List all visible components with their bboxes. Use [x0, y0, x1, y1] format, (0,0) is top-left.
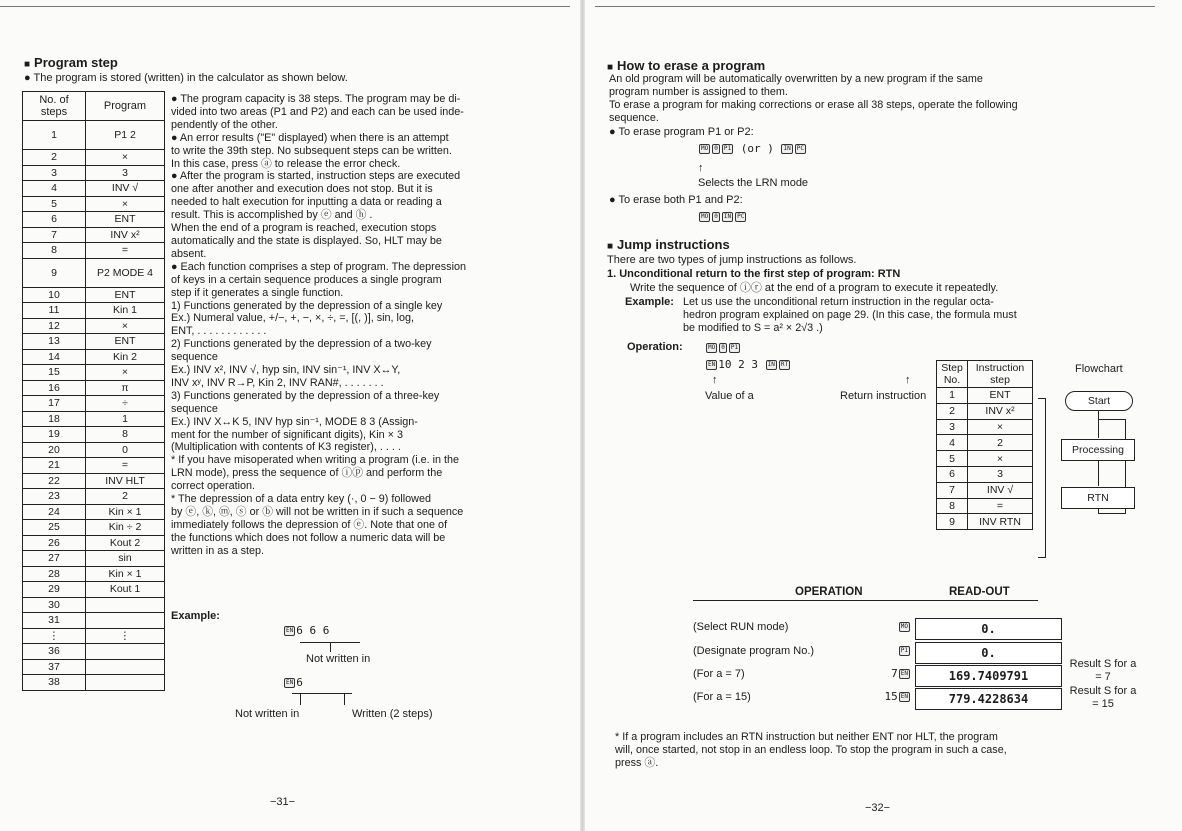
table-header-row [23, 92, 165, 121]
table-cell: Kout 1 [86, 582, 165, 598]
program-notes [171, 93, 561, 558]
rtn-text: Write the sequence of ⓘⓡ at the end of a program to execute it repeatedly. [630, 282, 999, 294]
table-cell: INV x² [86, 227, 165, 243]
table-cell: 20 [23, 442, 86, 458]
flowchart-connector [1098, 410, 1099, 438]
table-cell: 17 [23, 396, 86, 412]
example-label: Example: [171, 610, 220, 622]
table-cell: ÷ [86, 396, 165, 412]
table-cell: Kout 2 [86, 535, 165, 551]
value-of-a: Value of a [705, 390, 754, 402]
inst-row [937, 466, 1033, 482]
text-line: result. This is accomplished by ⓔ and ⓗ . [171, 209, 373, 222]
table-cell: 18 [23, 411, 86, 427]
text-line: * The depression of a data entry key (·, 0 − 9) followed [171, 493, 431, 506]
rtn-footnote [615, 731, 1175, 770]
table-cell: 25 [23, 520, 86, 536]
page-number: −31− [270, 796, 296, 808]
table-cell: 0 [86, 442, 165, 458]
rtn-example-label: Example: [625, 296, 674, 308]
flowchart-title: Flowchart [1075, 363, 1123, 375]
text-line: To erase a program for making corrections or erase all 38 steps, operate the following [609, 98, 1018, 111]
readout-display: 0. [915, 618, 1062, 640]
text-line: 1) Functions generated by the depression of a single key [171, 299, 443, 312]
p1-key-icon: P1 [723, 145, 732, 152]
table-cell: 30 [23, 597, 86, 613]
operation-keys: EN 10 2 3 IN RT [708, 358, 789, 371]
flowchart-connector [1098, 419, 1126, 420]
table-cell: × [86, 196, 165, 212]
text-line: the functions which does not follow a numeric data will be [171, 531, 446, 544]
inst-cell: ENT [968, 388, 1033, 404]
text-line: absent. [171, 247, 207, 260]
example1-bracket-stem [330, 642, 331, 652]
table-cell: P2 MODE 4 [86, 258, 165, 287]
table-link-bracket [1038, 398, 1046, 399]
example1-caption: Not written in [306, 653, 371, 665]
table-cell: Kin × 1 [86, 566, 165, 582]
arrow-up-icon: ↑ [698, 162, 704, 174]
table-cell: 16 [23, 380, 86, 396]
arrow-up-icon: ↑ [712, 374, 718, 386]
table-cell: 7 [23, 227, 86, 243]
table-row [23, 365, 165, 381]
inst-cell: 1 [937, 388, 968, 404]
text-line: one after another and execution does not stop. But it is [171, 183, 433, 196]
op-label: (For a = 7) [693, 668, 745, 680]
table-row [23, 613, 165, 629]
table-cell: 3 [23, 165, 86, 181]
table-row [23, 396, 165, 412]
text-line: be modified to S = a² × 2√3 .) [683, 321, 823, 334]
inst-cell: 3 [968, 466, 1033, 482]
text-line: press ⓐ. [615, 756, 659, 769]
text-line: (Multiplication with contents of K3 register), . . . . [171, 441, 401, 454]
inst-row [937, 419, 1033, 435]
zero-key-icon: 0 [714, 145, 718, 152]
table-row [23, 520, 165, 536]
text-line: ment for the number of significant digits), Kin × 3 [171, 428, 403, 441]
table-cell: 1 [23, 121, 86, 150]
pcl-key-icon: PC [737, 213, 745, 220]
inst-header-row [937, 361, 1033, 388]
table-cell: 6 [23, 212, 86, 228]
inst-row [937, 388, 1033, 404]
instruction-table [936, 360, 1033, 530]
text-line: immediately follows the depression of ⓔ. Note that one of [171, 518, 448, 531]
table-row [23, 644, 165, 660]
inst-header-cell: Step No. [937, 361, 968, 388]
table-row [23, 566, 165, 582]
op-label: (Select RUN mode) [693, 621, 789, 633]
page-number: −32− [865, 802, 891, 814]
inst-cell: 8 [937, 498, 968, 514]
text-line: ● After the program is started, instruction steps are executed [171, 170, 461, 183]
text-line: ● An error results ("E" displayed) when there is an attempt [171, 131, 449, 144]
readout-display: 0. [915, 642, 1062, 664]
table-cell [86, 613, 165, 629]
inst-cell: = [968, 498, 1033, 514]
text-line: step if it generates a single function. [171, 286, 344, 299]
table-cell: ENT [86, 334, 165, 350]
table-cell: 27 [23, 551, 86, 567]
table-row [23, 181, 165, 197]
text-line: ● The program capacity is 38 steps. The program may be di- [171, 93, 461, 105]
example1-key-sequence: EN 6 6 6 [286, 624, 330, 637]
text-line: 3) Functions generated by the depression of a three-key [171, 389, 440, 402]
table-cell: = [86, 243, 165, 259]
text-line: Ex.) Numeral value, +/−, +, −, ×, ÷, =, [(, )], sin, log, [171, 312, 414, 325]
table-cell: 8 [23, 243, 86, 259]
table-row [23, 303, 165, 319]
table-cell: 19 [23, 427, 86, 443]
text-line: 2) Functions generated by the depression of a two-key [171, 338, 432, 351]
table-row [23, 334, 165, 350]
enter-key-icon: EN [286, 627, 294, 634]
table-header-cell: No. of steps [23, 92, 86, 121]
example2-bracket [292, 693, 352, 694]
table-cell: 15 [23, 365, 86, 381]
table-row [23, 675, 165, 691]
top-rule [595, 6, 1155, 7]
table-row [23, 473, 165, 489]
text-line: pendently of the other. [171, 118, 278, 131]
table-row [23, 458, 165, 474]
text-line: Let us use the unconditional return instruction in the regular octa- [683, 296, 994, 308]
table-cell: Kin 1 [86, 303, 165, 319]
operation-header: OPERATION [795, 586, 863, 598]
inst-cell: 2 [937, 403, 968, 419]
flowchart-processing: Processing [1061, 439, 1135, 461]
text-line: to write the 39th step. No subsequent steps can be written. [171, 144, 452, 157]
return-instruction: Return instruction [840, 390, 927, 402]
inv-key-icon: IN [783, 145, 791, 152]
page-31 [0, 0, 580, 831]
table-cell: × [86, 318, 165, 334]
example2-caption-right: Written (2 steps) [352, 708, 433, 720]
text-line: will, once started, not stop in an endless loop. To stop the program in such a case, [615, 743, 1007, 756]
text-line: ENT, . . . . . . . . . . . . [171, 325, 267, 338]
table-cell: 24 [23, 504, 86, 520]
text-line: correct operation. [171, 480, 256, 493]
text-line: sequence [171, 351, 218, 364]
table-row [23, 243, 165, 259]
table-cell [86, 644, 165, 660]
inst-cell: 2 [968, 435, 1033, 451]
inst-cell: 7 [937, 482, 968, 498]
inst-cell: 9 [937, 514, 968, 530]
table-cell: 12 [23, 318, 86, 334]
table-row [23, 196, 165, 212]
readout-display: 169.7409791 [915, 665, 1062, 687]
arrow-up-icon: ↑ [905, 374, 911, 386]
table-cell: 26 [23, 535, 86, 551]
inst-cell: 3 [937, 419, 968, 435]
table-row [23, 121, 165, 150]
operation-mode-keys [705, 341, 741, 354]
enter-key-icon: EN [708, 361, 716, 368]
text-line: by ⓔ, ⓚ, ⓜ, ⓢ or ⓑ will not be written in if such a sequence [171, 506, 464, 518]
op-label: (For a = 15) [693, 691, 751, 703]
op-header-rule [693, 600, 1038, 601]
inst-cell: 5 [937, 451, 968, 467]
table-cell: 23 [23, 489, 86, 505]
table-cell: 1 [86, 411, 165, 427]
page-32 [585, 0, 1182, 831]
flowchart-connector [1098, 460, 1099, 486]
text-line: Ex.) INV x², INV √, hyp sin, INV sin⁻¹, INV X↔Y, [171, 364, 401, 377]
table-cell: π [86, 380, 165, 396]
inst-header-cell: Instruction step [968, 361, 1033, 388]
text-line: vided into two areas (P1 and P2) and each can be used inde- [171, 105, 464, 118]
table-row [23, 597, 165, 613]
op-keys [853, 620, 911, 633]
erase-p1p2-keys: MO 0 P1 (or ) IN PC [701, 142, 804, 155]
mode-key-icon: MO [701, 145, 709, 152]
table-cell: ENT [86, 212, 165, 228]
table-cell: 38 [23, 675, 86, 691]
inst-row [937, 498, 1033, 514]
table-row [23, 582, 165, 598]
table-row [23, 659, 165, 675]
inst-row [937, 451, 1033, 467]
table-header-cell: Program [86, 92, 165, 121]
erase-both-label: ● To erase both P1 and P2: [609, 194, 743, 206]
table-cell: 22 [23, 473, 86, 489]
table-cell: ⋮ [23, 628, 86, 644]
table-cell: P1 2 [86, 121, 165, 150]
text-line: ● Each function comprises a step of program. The depression [171, 260, 466, 273]
table-cell: INV HLT [86, 473, 165, 489]
table-cell: 8 [86, 427, 165, 443]
table-row [23, 227, 165, 243]
zero-key-icon: 0 [721, 344, 725, 351]
table-cell: 37 [23, 659, 86, 675]
op-keys [853, 690, 911, 703]
table-row [23, 150, 165, 166]
selects-lrn: Selects the LRN mode [698, 177, 809, 189]
table-cell: Kin ÷ 2 [86, 520, 165, 536]
inst-row [937, 482, 1033, 498]
text-line: needed to halt execution for inputting a data or reading a [171, 196, 442, 209]
op-keys [853, 644, 911, 657]
mode-key-icon: MO [900, 623, 908, 630]
p1-key-icon: P1 [730, 344, 739, 351]
table-row [23, 535, 165, 551]
op-keys [853, 667, 911, 680]
table-row [23, 258, 165, 287]
jump-heading: ■ Jump instructions [607, 237, 730, 252]
table-cell: 29 [23, 582, 86, 598]
text-line: When the end of a program is reached, execution stops [171, 222, 437, 235]
flowchart-start: Start [1065, 391, 1133, 411]
table-cell: Kin × 1 [86, 504, 165, 520]
inst-cell: × [968, 419, 1033, 435]
table-cell: × [86, 150, 165, 166]
op-key-digits: 7 [891, 667, 898, 680]
text-line: of keys in a certain sequence produces a single program [171, 273, 442, 286]
table-link-bracket [1045, 398, 1046, 558]
example2-bracket-left [300, 693, 301, 705]
pcl-key-icon: PC [796, 145, 804, 152]
text-line: * If a program includes an RTN instruction but neither ENT nor HLT, the program [615, 731, 998, 743]
program-step-intro: ● The program is stored (written) in the calculator as shown below. [24, 72, 348, 84]
mode-key-icon: MO [708, 344, 716, 351]
example2-caption-left: Not written in [235, 708, 300, 720]
text-line: sequence. [609, 111, 659, 124]
top-rule [0, 6, 570, 7]
text-line: hedron program explained on page 29. (In this case, the formula must [683, 308, 1017, 321]
table-cell [86, 675, 165, 691]
inst-cell: × [968, 451, 1033, 467]
text-line: LRN mode), press the sequence of ⓘⓟ and perform the [171, 467, 443, 480]
rtn-title: 1. Unconditional return to the first step of program: RTN [607, 268, 901, 280]
operation-label: Operation: [627, 341, 683, 353]
table-cell: 4 [23, 181, 86, 197]
table-row [23, 165, 165, 181]
table-cell: 5 [23, 196, 86, 212]
program-step-heading: ■ Program step [24, 55, 118, 70]
inst-cell: 4 [937, 435, 968, 451]
table-row [23, 212, 165, 228]
enter-key-icon: EN [900, 693, 908, 700]
table-cell: 31 [23, 613, 86, 629]
inst-cell: INV x² [968, 403, 1033, 419]
table-row [23, 628, 165, 644]
table-cell: 2 [86, 489, 165, 505]
table-row [23, 318, 165, 334]
p1-key-icon: P1 [900, 647, 908, 654]
result-a15: Result S for a = 15 [1069, 685, 1137, 710]
rtn-example-text [683, 296, 1153, 335]
table-row [23, 427, 165, 443]
readout-header: READ-OUT [949, 586, 1010, 598]
inst-cell: INV √ [968, 482, 1033, 498]
inv-key-icon: IN [723, 213, 732, 220]
text-line: * If you have misoperated when writing a program (i.e. in the [171, 454, 460, 467]
table-cell: 36 [23, 644, 86, 660]
table-cell [86, 659, 165, 675]
table-cell: Kin 2 [86, 349, 165, 365]
table-cell: 21 [23, 458, 86, 474]
text-line: program number is assigned to them. [609, 85, 788, 98]
table-row [23, 411, 165, 427]
erase-both-keys [698, 210, 747, 223]
text-line: An old program will be automatically overwritten by a new program if the same [609, 73, 983, 85]
table-row [23, 442, 165, 458]
inst-row [937, 435, 1033, 451]
table-cell: INV √ [86, 181, 165, 197]
text-line: In this case, press ⓐ to release the error check. [171, 157, 401, 170]
text-line: sequence [171, 402, 218, 415]
text-line: Ex.) INV X↔K 5, INV hyp sin⁻¹, MODE 8 3 (Assign- [171, 415, 418, 428]
table-row [23, 504, 165, 520]
text-line: automatically and the state is displayed. So, HLT may be [171, 234, 442, 247]
table-cell [86, 597, 165, 613]
enter-key-icon: EN [900, 670, 908, 677]
inst-row [937, 403, 1033, 419]
table-cell: 9 [23, 258, 86, 287]
flowchart-connector [1098, 513, 1126, 514]
table-cell: 14 [23, 349, 86, 365]
jump-intro: There are two types of jump instructions as follows. [607, 254, 857, 266]
table-row [23, 349, 165, 365]
mode-key-icon: MO [701, 213, 709, 220]
inst-cell: INV RTN [968, 514, 1033, 530]
op-key-digits: 15 [884, 690, 898, 703]
table-cell: ENT [86, 287, 165, 303]
table-cell: 13 [23, 334, 86, 350]
table-cell: × [86, 365, 165, 381]
zero-key-icon: 0 [714, 213, 718, 220]
table-cell: 28 [23, 566, 86, 582]
table-cell: 3 [86, 165, 165, 181]
flowchart-rtn: RTN [1061, 487, 1135, 509]
table-cell: 2 [23, 150, 86, 166]
inst-cell: 6 [937, 466, 968, 482]
table-link-bracket [1038, 557, 1046, 558]
table-cell: 11 [23, 303, 86, 319]
op-label: (Designate program No.) [693, 645, 815, 657]
enter-key-icon: EN [286, 679, 294, 686]
table-cell: sin [86, 551, 165, 567]
example2-bracket-right [344, 693, 345, 705]
erase-text [609, 73, 1174, 125]
text-line: written in as a step. [171, 544, 265, 557]
example2-key-sequence: EN 6 [286, 676, 303, 689]
text-line: INV xʸ, INV R→P, Kin 2, INV RAN#, . . . . . . . [171, 376, 384, 389]
table-cell: 10 [23, 287, 86, 303]
program-step-table [22, 91, 165, 691]
erase-p1p2-label: ● To erase program P1 or P2: [609, 126, 754, 138]
table-cell: ⋮ [86, 628, 165, 644]
table-cell: = [86, 458, 165, 474]
inv-key-icon: IN [767, 361, 775, 368]
inst-row [937, 514, 1033, 530]
rtn-key-icon: RT [780, 361, 789, 368]
readout-display: 779.4228634 [915, 688, 1062, 710]
erase-heading: ■ How to erase a program [607, 58, 765, 73]
table-row [23, 287, 165, 303]
table-row [23, 489, 165, 505]
table-row [23, 380, 165, 396]
result-a7: Result S for a = 7 [1069, 658, 1137, 683]
table-row [23, 551, 165, 567]
